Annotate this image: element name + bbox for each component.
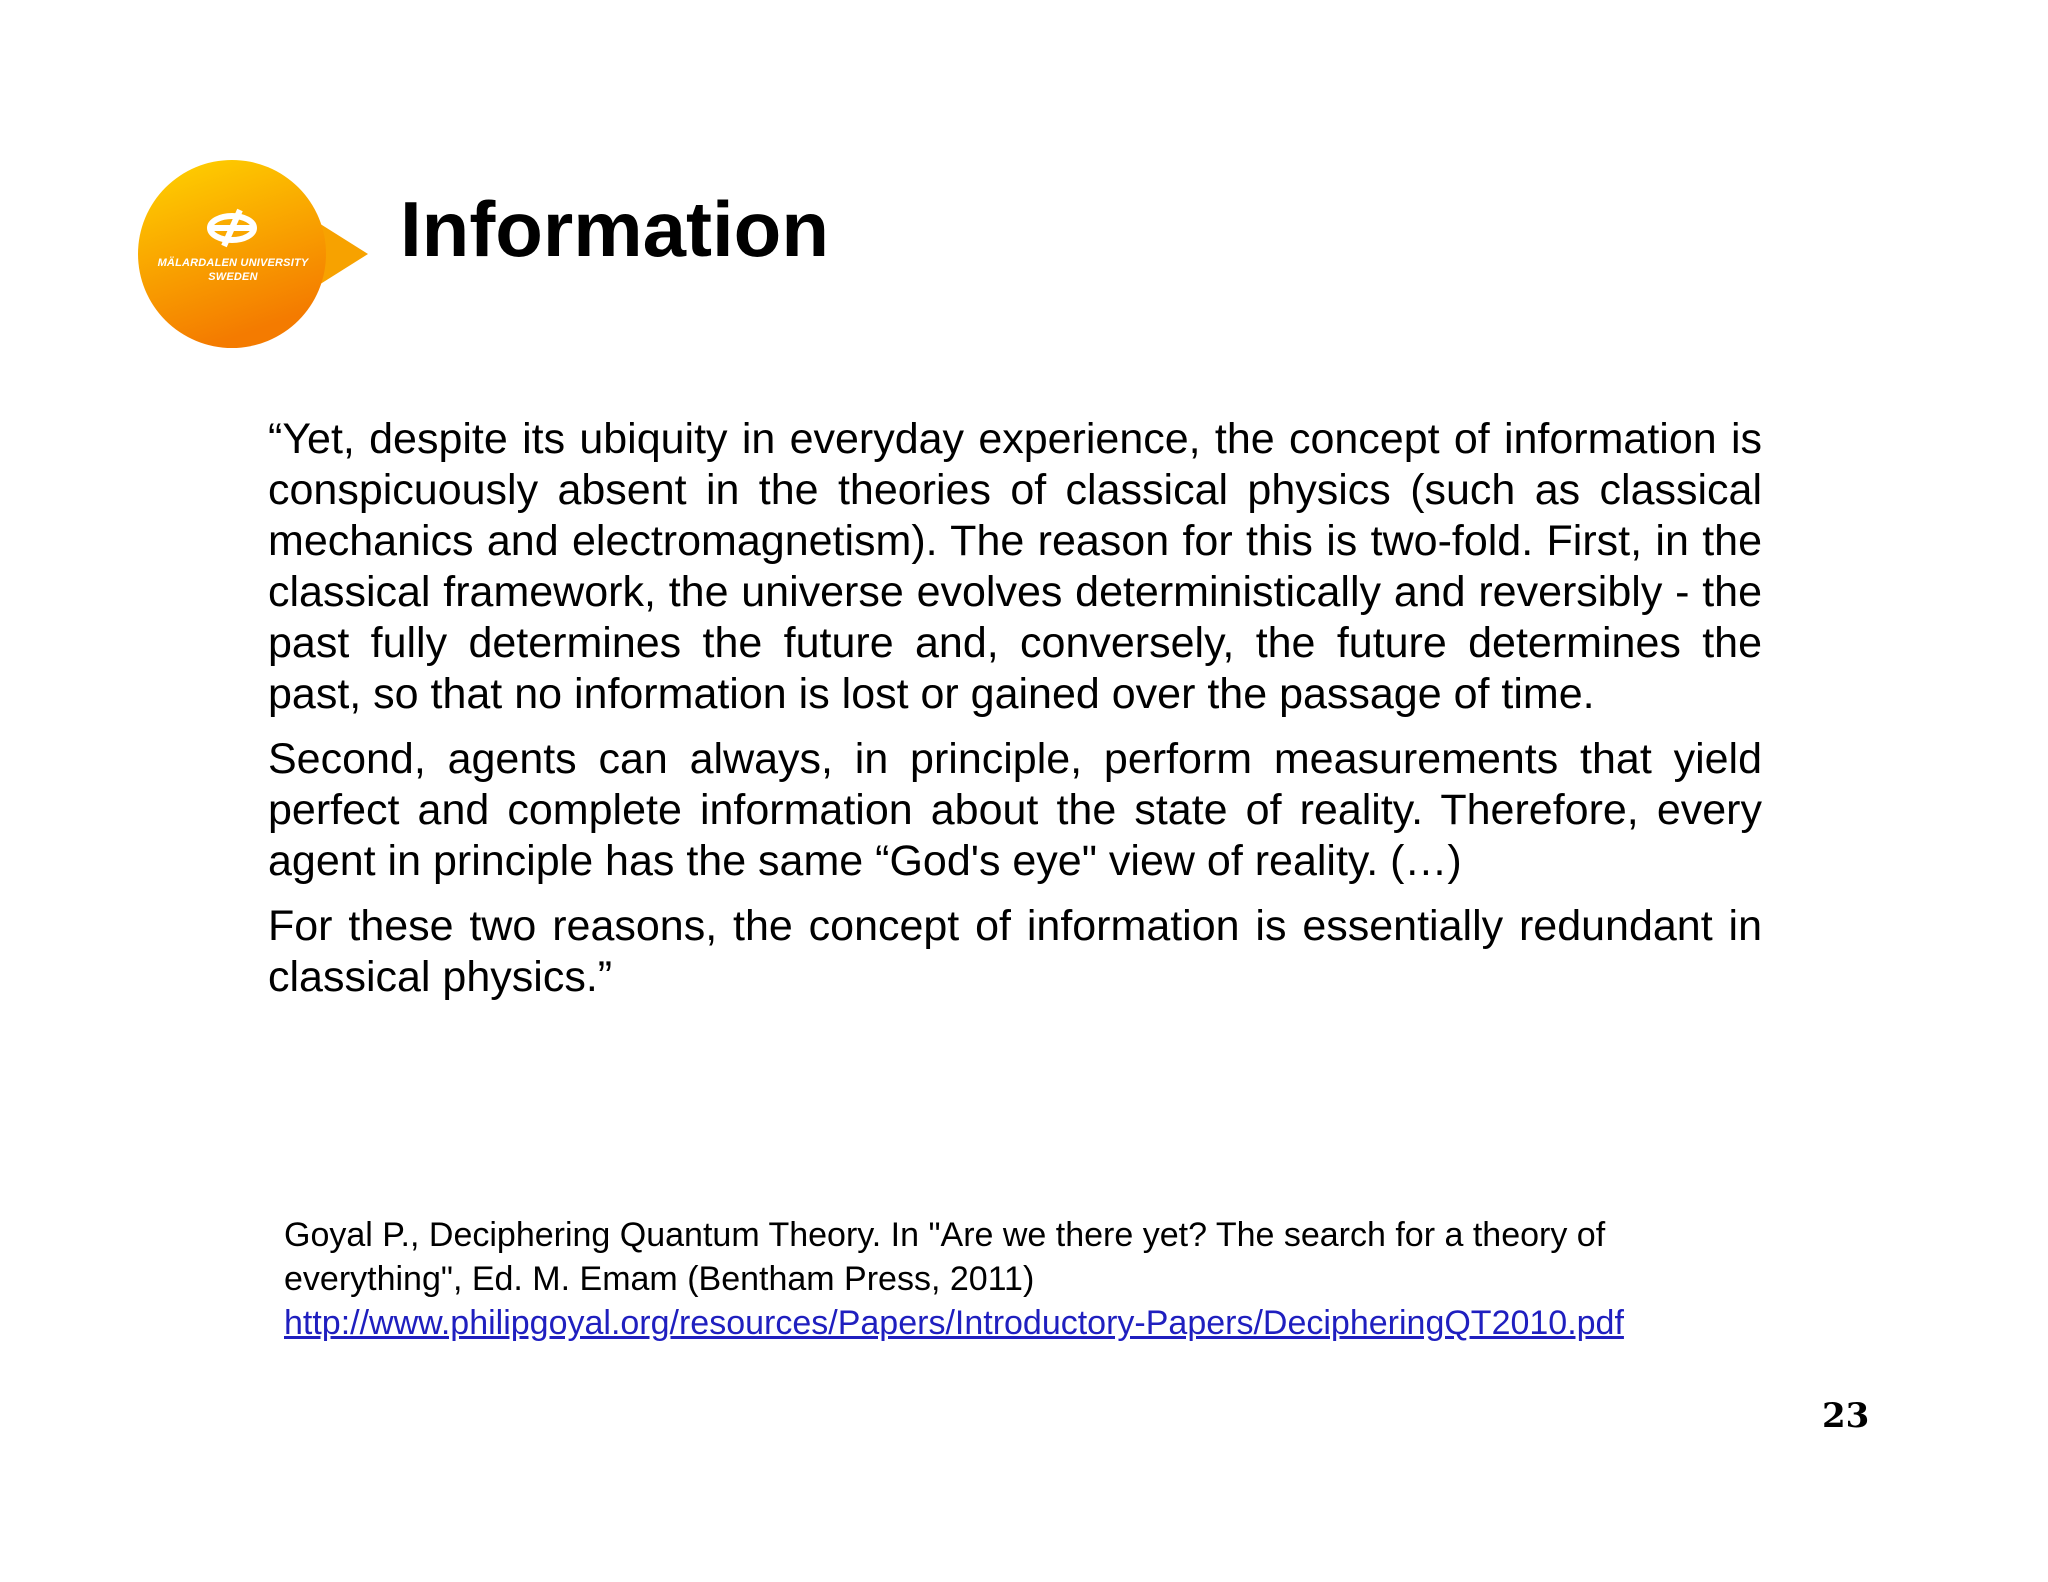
reference-citation: Goyal P., Deciphering Quantum Theory. In "Are we there yet? The search for a theory of everything", Ed. M. Emam (Bentham Press, 2011) bbox=[284, 1216, 1606, 1298]
reference-block bbox=[284, 1213, 1764, 1345]
university-logo bbox=[138, 160, 370, 348]
quote-paragraph-3: For these two reasons, the concept of information is essentially redundant in classical physics.” bbox=[268, 902, 1762, 1001]
page-title: Information bbox=[400, 185, 829, 273]
logo-country: SWEDEN bbox=[208, 271, 258, 283]
logo-university-name: MÄLARDALEN UNIVERSITY bbox=[157, 257, 309, 269]
reference-link[interactable]: http://www.philipgoyal.org/resources/Papers/Introductory-Papers/DecipheringQT2010.pdf bbox=[284, 1304, 1624, 1342]
quote-paragraph-2: Second, agents can always, in principle, perform measurements that yield perfect and complete information about the state of reality. Therefore, every agent in principle has the same “God's eye" view of reality. (…) bbox=[268, 735, 1762, 885]
quote-paragraph-1: “Yet, despite its ubiquity in everyday experience, the concept of information is conspicuously absent in the theories of classical physics (such as classical mechanics and electromagnetism). The reason for this is two-fold. First, in the classical framework, the universe evolves deterministically and reversibly - the past fully determines the future and, conversely, the future determines the past, so that no information is lost or gained over the passage of time. bbox=[268, 415, 1762, 718]
quote-block bbox=[268, 414, 1762, 1003]
logo-badge-icon bbox=[138, 160, 370, 348]
page-number: 23 bbox=[1822, 1396, 1870, 1436]
